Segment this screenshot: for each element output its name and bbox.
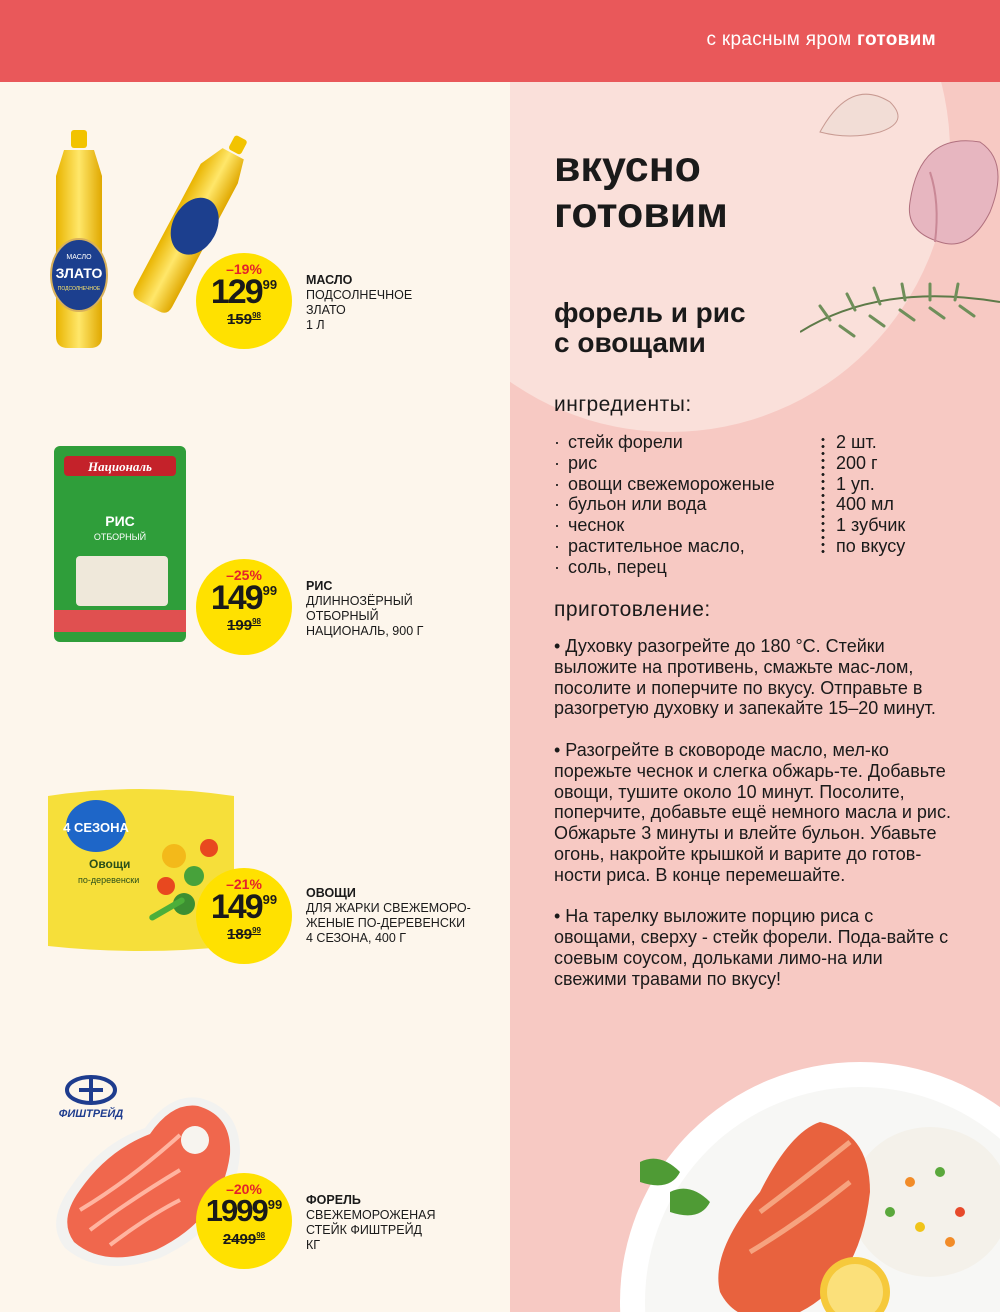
price-badge [196, 1173, 292, 1269]
old-price-cents: 98 [252, 617, 261, 626]
old-price-main: 2499 [222, 1231, 257, 1248]
ingredient-qty [819, 557, 836, 578]
ingredient-name-continued: · соль, перец [554, 557, 819, 578]
rice-label-bottom: ОТБОРНЫЙ [93, 532, 147, 542]
oil-brand-text: ЗЛАТО [55, 265, 103, 281]
price-current [196, 275, 292, 309]
oil-label-bottom: ПОДСОЛНЕЧНОЕ [57, 286, 101, 292]
ingredient-row [554, 536, 974, 557]
garlic-rosemary-image [800, 82, 1000, 362]
recipe-subtitle-line: форель и рис [554, 297, 746, 328]
ingredient-name: · чеснок [554, 515, 819, 536]
ingredient-row [554, 494, 974, 515]
ingredient-row [554, 515, 974, 536]
ingredient-qty: по вкусу [836, 535, 906, 556]
product-desc-line: СТЕЙК ФИШТРЕЙД [306, 1223, 423, 1237]
price-cents: 99 [262, 892, 278, 907]
ingredient-qty: 2 шт. [836, 432, 877, 452]
rice-brand-text: Националь [88, 459, 152, 474]
product-desc-line: ПОДСОЛНЕЧНОЕ [306, 288, 413, 302]
price-cents: 99 [262, 583, 278, 598]
price-main: 1999 [205, 1193, 267, 1228]
ingredient-qty: 1 уп. [836, 473, 875, 494]
price-main: 149 [210, 579, 262, 617]
steps-list [554, 636, 954, 1010]
header-tagline [707, 29, 936, 51]
old-price-main: 159 [227, 311, 253, 328]
recipe-title-line: готовим [554, 189, 728, 237]
product-description [306, 886, 496, 946]
vegetables-brand-text: 4 СЕЗОНА [63, 820, 129, 835]
ingredient-row [554, 453, 974, 474]
vegetables-label-top: Овощи [89, 857, 131, 871]
header-prefix: с красным яром [706, 29, 858, 50]
trout-rice-dish-image [610, 1052, 1000, 1312]
ingredient-qty: 1 зубчик [836, 515, 906, 536]
ingredient-name: · овощи свежемороженые [554, 474, 819, 495]
product-name: РИС [306, 579, 333, 593]
discount-label: –19% [226, 261, 262, 277]
ingredient-name: · рис [554, 453, 819, 474]
ingredient-qty: 200 г [836, 452, 878, 473]
price-current [196, 1195, 292, 1226]
price-badge [196, 559, 292, 655]
price-old [196, 311, 292, 328]
price-cents: 99 [267, 1197, 283, 1212]
price-current [196, 581, 292, 615]
ingredient-row [554, 432, 974, 453]
ingredient-row [554, 474, 974, 495]
oil-label-top: МАСЛО [66, 254, 92, 261]
product-desc-line: НАЦИОНАЛЬ, 900 Г [306, 624, 424, 638]
step-text: • Духовку разогрейте до 180 °С. Стейки выложите на противень, смажьте мас-лом, посолите и поперчите по вкусу. Отправьте в разогретую духовку и запекайте 15–20 минут. [554, 636, 936, 719]
product-desc-line: 1 Л [306, 318, 325, 332]
old-price-cents: 99 [252, 926, 261, 935]
product-name: ОВОЩИ [306, 886, 356, 900]
product-name: МАСЛО [306, 273, 353, 287]
old-price-cents: 98 [256, 1231, 266, 1240]
price-badge [196, 253, 292, 349]
old-price-main: 199 [227, 617, 253, 634]
price-old [196, 1231, 292, 1248]
product-description [306, 579, 496, 639]
rice-package-image [52, 444, 192, 644]
ingredients-heading: ингредиенты: [554, 393, 692, 416]
product-desc-line: КГ [306, 1238, 321, 1252]
price-main: 149 [210, 888, 262, 926]
product-description [306, 1193, 496, 1253]
discount-label: –21% [226, 876, 262, 892]
step-text: • На тарелку выложите порцию риса с овощами, сверху - стейк форели. Пода-вайте с соевым соусом, дольками лимо-на или свежими травами по вкусу! [554, 906, 949, 989]
discount-label: –20% [226, 1181, 262, 1197]
product-desc-line: ЗЛАТО [306, 303, 346, 317]
product-desc-line: 4 СЕЗОНА, 400 Г [306, 931, 407, 945]
step-text: • Разогрейте в сковороде масло, мел-ко порежьте чеснок и слегка обжарь-те. Добавьте овощи, тушите около 10 минут. Посолите, поперчите, добавьте ещё немного масла и рис. Обжарьте 3 минуты и влейте бульон. Убавьте огонь, накройте крышкой и варите до готов-ности риса. В конце перемешайте. [554, 739, 951, 885]
price-old [196, 617, 292, 634]
price-badge [196, 868, 292, 964]
recipe-title [554, 144, 728, 236]
product-desc-line: СВЕЖЕМОРОЖЕНАЯ [306, 1208, 436, 1222]
vegetables-label-bottom: по-деревенски [78, 875, 140, 885]
header-bold: готовим [857, 29, 936, 50]
ingredient-name: · бульон или вода [554, 494, 819, 515]
price-old [196, 926, 292, 943]
recipe-subtitle [554, 298, 746, 358]
price-current [196, 890, 292, 924]
old-price-main: 189 [227, 926, 253, 943]
product-name: ФОРЕЛЬ [306, 1193, 361, 1207]
recipe-title-line: вкусно [554, 143, 701, 191]
header-bar [0, 0, 1000, 82]
ingredient-name: · растительное масло, [554, 536, 819, 557]
price-main: 129 [210, 273, 262, 311]
rice-label-top: РИС [105, 513, 135, 529]
old-price-cents: 98 [252, 311, 261, 320]
ingredients-list [554, 432, 974, 578]
ingredient-qty: 400 мл [836, 494, 894, 515]
product-desc-line: ДЛЯ ЖАРКИ СВЕЖЕМОРО- [306, 901, 471, 915]
ingredient-row [554, 557, 974, 578]
ingredient-name: · стейк форели [554, 432, 819, 453]
product-description [306, 273, 496, 333]
fishtrade-logo-text: ФИШТРЕЙД [58, 1108, 124, 1120]
price-cents: 99 [262, 277, 278, 292]
product-desc-line: ЖЕНЫЕ ПО-ДЕРЕВЕНСКИ [306, 916, 466, 930]
recipe-subtitle-line: с овощами [554, 327, 706, 358]
steps-heading: приготовление: [554, 598, 711, 621]
discount-label: –25% [226, 567, 262, 583]
product-desc-line: ДЛИННОЗЁРНЫЙ [306, 594, 413, 608]
product-desc-line: ОТБОРНЫЙ [306, 609, 379, 623]
